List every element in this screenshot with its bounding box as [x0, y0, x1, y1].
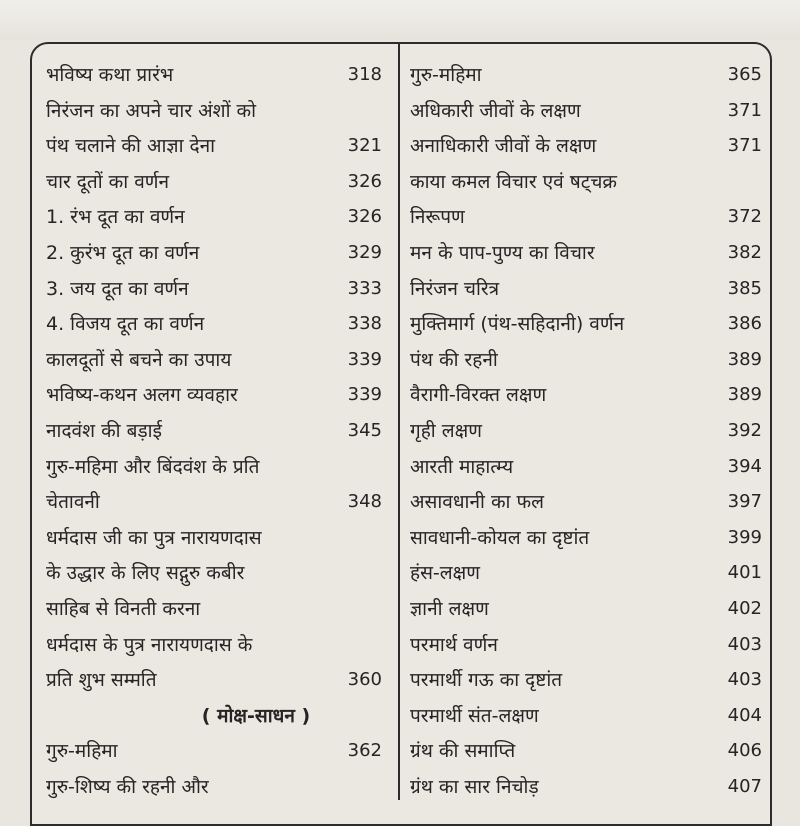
toc-entry-page: 389: [727, 348, 762, 370]
toc-entry: [46, 663, 382, 697]
toc-entry-title: धर्मदास जी का पुत्र नारायणदास: [46, 526, 262, 549]
toc-entry: [410, 521, 762, 555]
toc-entry-title: कालदूतों से बचने का उपाय: [46, 348, 232, 371]
toc-entry: [46, 592, 382, 626]
toc-entry-page: 348: [347, 491, 382, 513]
toc-entry: [410, 734, 762, 768]
toc-entry-title: भविष्य कथा प्रारंभ: [46, 64, 174, 86]
toc-entry-page: 385: [727, 277, 762, 299]
toc-entry: [46, 129, 382, 163]
toc-entry-title: पंथ चलाने की आज्ञा देना: [46, 135, 216, 158]
toc-entry: [46, 236, 382, 270]
toc-entry-page: 339: [347, 348, 382, 370]
toc-entry-title: नादवंश की बड़ाई: [46, 420, 162, 442]
toc-entry-title: परमार्थ वर्णन: [410, 633, 498, 656]
toc-entry-title: भविष्य-कथन अलग व्यवहार: [46, 384, 238, 407]
toc-entry-page: 399: [727, 526, 762, 548]
toc-entry-page: 389: [727, 384, 762, 406]
toc-entry-page: 401: [727, 562, 762, 584]
toc-entry-page: 362: [347, 740, 382, 762]
toc-entry-page: 345: [347, 420, 382, 441]
toc-entry: [46, 521, 382, 555]
toc-entry: [410, 592, 762, 626]
toc-entry-title: प्रति शुभ सम्मति: [46, 669, 157, 692]
toc-entry-title: 3. जय दूत का वर्णन: [46, 277, 189, 300]
toc-entry: [46, 556, 382, 590]
toc-entry-title: मुक्तिमार्ग (पंथ-सहिदानी) वर्णन: [410, 313, 625, 336]
toc-entry-page: 365: [727, 64, 762, 85]
column-divider: [398, 42, 400, 800]
toc-entry: [410, 663, 762, 697]
toc-entry-title: आरती माहात्म्य: [410, 455, 514, 478]
toc-entry: [410, 770, 762, 804]
toc-entry-title: निरंजन का अपने चार अंशों को: [46, 99, 257, 122]
toc-entry-title: हंस-लक्षण: [410, 562, 481, 585]
toc-entry-page: 404: [727, 704, 762, 726]
toc-entry: [410, 272, 762, 306]
toc-entry-page: 407: [727, 776, 762, 797]
toc-entry: [410, 699, 762, 733]
toc-entry: [46, 734, 382, 768]
toc-entry-page: 326: [347, 170, 382, 192]
toc-entry-title: 1. रंभ दूत का वर्णन: [46, 206, 185, 229]
toc-entry: [46, 378, 382, 412]
toc-entry-page: 333: [347, 277, 382, 299]
toc-entry-title: वैरागी-विरक्त लक्षण: [410, 384, 547, 407]
toc-entry: [46, 770, 382, 804]
toc-entry-title: परमार्थी संत-लक्षण: [410, 704, 539, 727]
toc-entry: [46, 343, 382, 377]
toc-entry: [410, 94, 762, 128]
toc-entry-page: 360: [347, 669, 382, 691]
toc-entry: [46, 94, 382, 128]
toc-entry: [46, 58, 382, 92]
toc-entry: [410, 378, 762, 412]
toc-entry-page: 382: [727, 242, 762, 263]
section-heading: ( मोक्ष-साधन ): [201, 704, 311, 727]
toc-entry: [410, 200, 762, 234]
toc-entry: [46, 165, 382, 199]
toc-entry-title: गृही लक्षण: [410, 420, 482, 442]
toc-entry-title: 4. विजय दूत का वर्णन: [46, 313, 205, 336]
toc-entry-title: परमार्थी गऊ का दृष्टांत: [410, 669, 563, 692]
toc-entry-page: 371: [727, 99, 762, 121]
toc-entry-title: गुरु-शिष्य की रहनी और: [46, 776, 209, 798]
toc-entry: [410, 556, 762, 590]
toc-entry: [410, 58, 762, 92]
page-top-margin: [0, 0, 800, 40]
toc-entry-page: 397: [727, 491, 762, 513]
toc-entry: [46, 414, 382, 448]
toc-entry-page: 371: [727, 135, 762, 157]
toc-entry-title: अधिकारी जीवों के लक्षण: [410, 99, 581, 122]
toc-entry-title: असावधानी का फल: [410, 491, 545, 514]
toc-entry: [46, 450, 382, 484]
toc-entry-title: चार दूतों का वर्णन: [46, 170, 170, 193]
toc-entry-title: सावधानी-कोयल का दृष्टांत: [410, 526, 590, 549]
toc-entry-page: 321: [347, 135, 382, 157]
toc-entry-page: 318: [347, 64, 382, 85]
toc-entry-title: निरंजन चरित्र: [410, 277, 500, 300]
toc-entry: [46, 200, 382, 234]
toc-entry: [410, 165, 762, 199]
toc-entry: [410, 450, 762, 484]
toc-entry: [46, 628, 382, 662]
toc-entry: [410, 236, 762, 270]
toc-entry: [46, 307, 382, 341]
toc-entry-page: 394: [727, 455, 762, 477]
toc-entry-title: ग्रंथ की समाप्ति: [410, 740, 516, 763]
toc-entry-page: 392: [727, 420, 762, 441]
toc-entry-title: पंथ की रहनी: [410, 348, 498, 371]
toc-entry-title: गुरु-महिमा: [410, 64, 482, 86]
toc-entry: [410, 628, 762, 662]
toc-entry-title: काया कमल विचार एवं षट्चक्र: [410, 170, 617, 193]
toc-entry-title: धर्मदास के पुत्र नारायणदास के: [46, 633, 253, 656]
toc-entry-page: 386: [727, 313, 762, 335]
toc-entry-page: 403: [727, 633, 762, 655]
toc-entry-title: के उद्धार के लिए सद्गुरु कबीर: [46, 562, 245, 585]
toc-entry: [46, 272, 382, 306]
toc-entry-page: 372: [727, 206, 762, 228]
toc-entry-title: निरूपण: [410, 206, 465, 229]
toc-entry-title: मन के पाप-पुण्य का विचार: [410, 242, 595, 264]
toc-entry-title: ग्रंथ का सार निचोड़: [410, 776, 539, 798]
toc-entry-title: गुरु-महिमा और बिंदवंश के प्रति: [46, 455, 260, 478]
toc-entry-title: अनाधिकारी जीवों के लक्षण: [410, 135, 597, 158]
toc-entry: [410, 343, 762, 377]
toc-entry-page: 406: [727, 740, 762, 762]
toc-entry: [410, 307, 762, 341]
toc-entry-title: चेतावनी: [46, 491, 100, 514]
toc-entry-page: 402: [727, 598, 762, 619]
toc-entry-page: 403: [727, 669, 762, 691]
toc-entry: [410, 129, 762, 163]
toc-entry-page: 326: [347, 206, 382, 228]
toc-entry-page: 338: [347, 313, 382, 335]
toc-entry-title: गुरु-महिमा: [46, 740, 118, 763]
toc-entry-page: 339: [347, 384, 382, 406]
toc-entry: [46, 485, 382, 519]
toc-entry-title: ज्ञानी लक्षण: [410, 598, 489, 620]
toc-entry-page: 329: [347, 242, 382, 263]
toc-entry: [410, 485, 762, 519]
toc-entry: [410, 414, 762, 448]
toc-entry-title: साहिब से विनती करना: [46, 598, 201, 620]
toc-entry-title: 2. कुरंभ दूत का वर्णन: [46, 242, 200, 264]
